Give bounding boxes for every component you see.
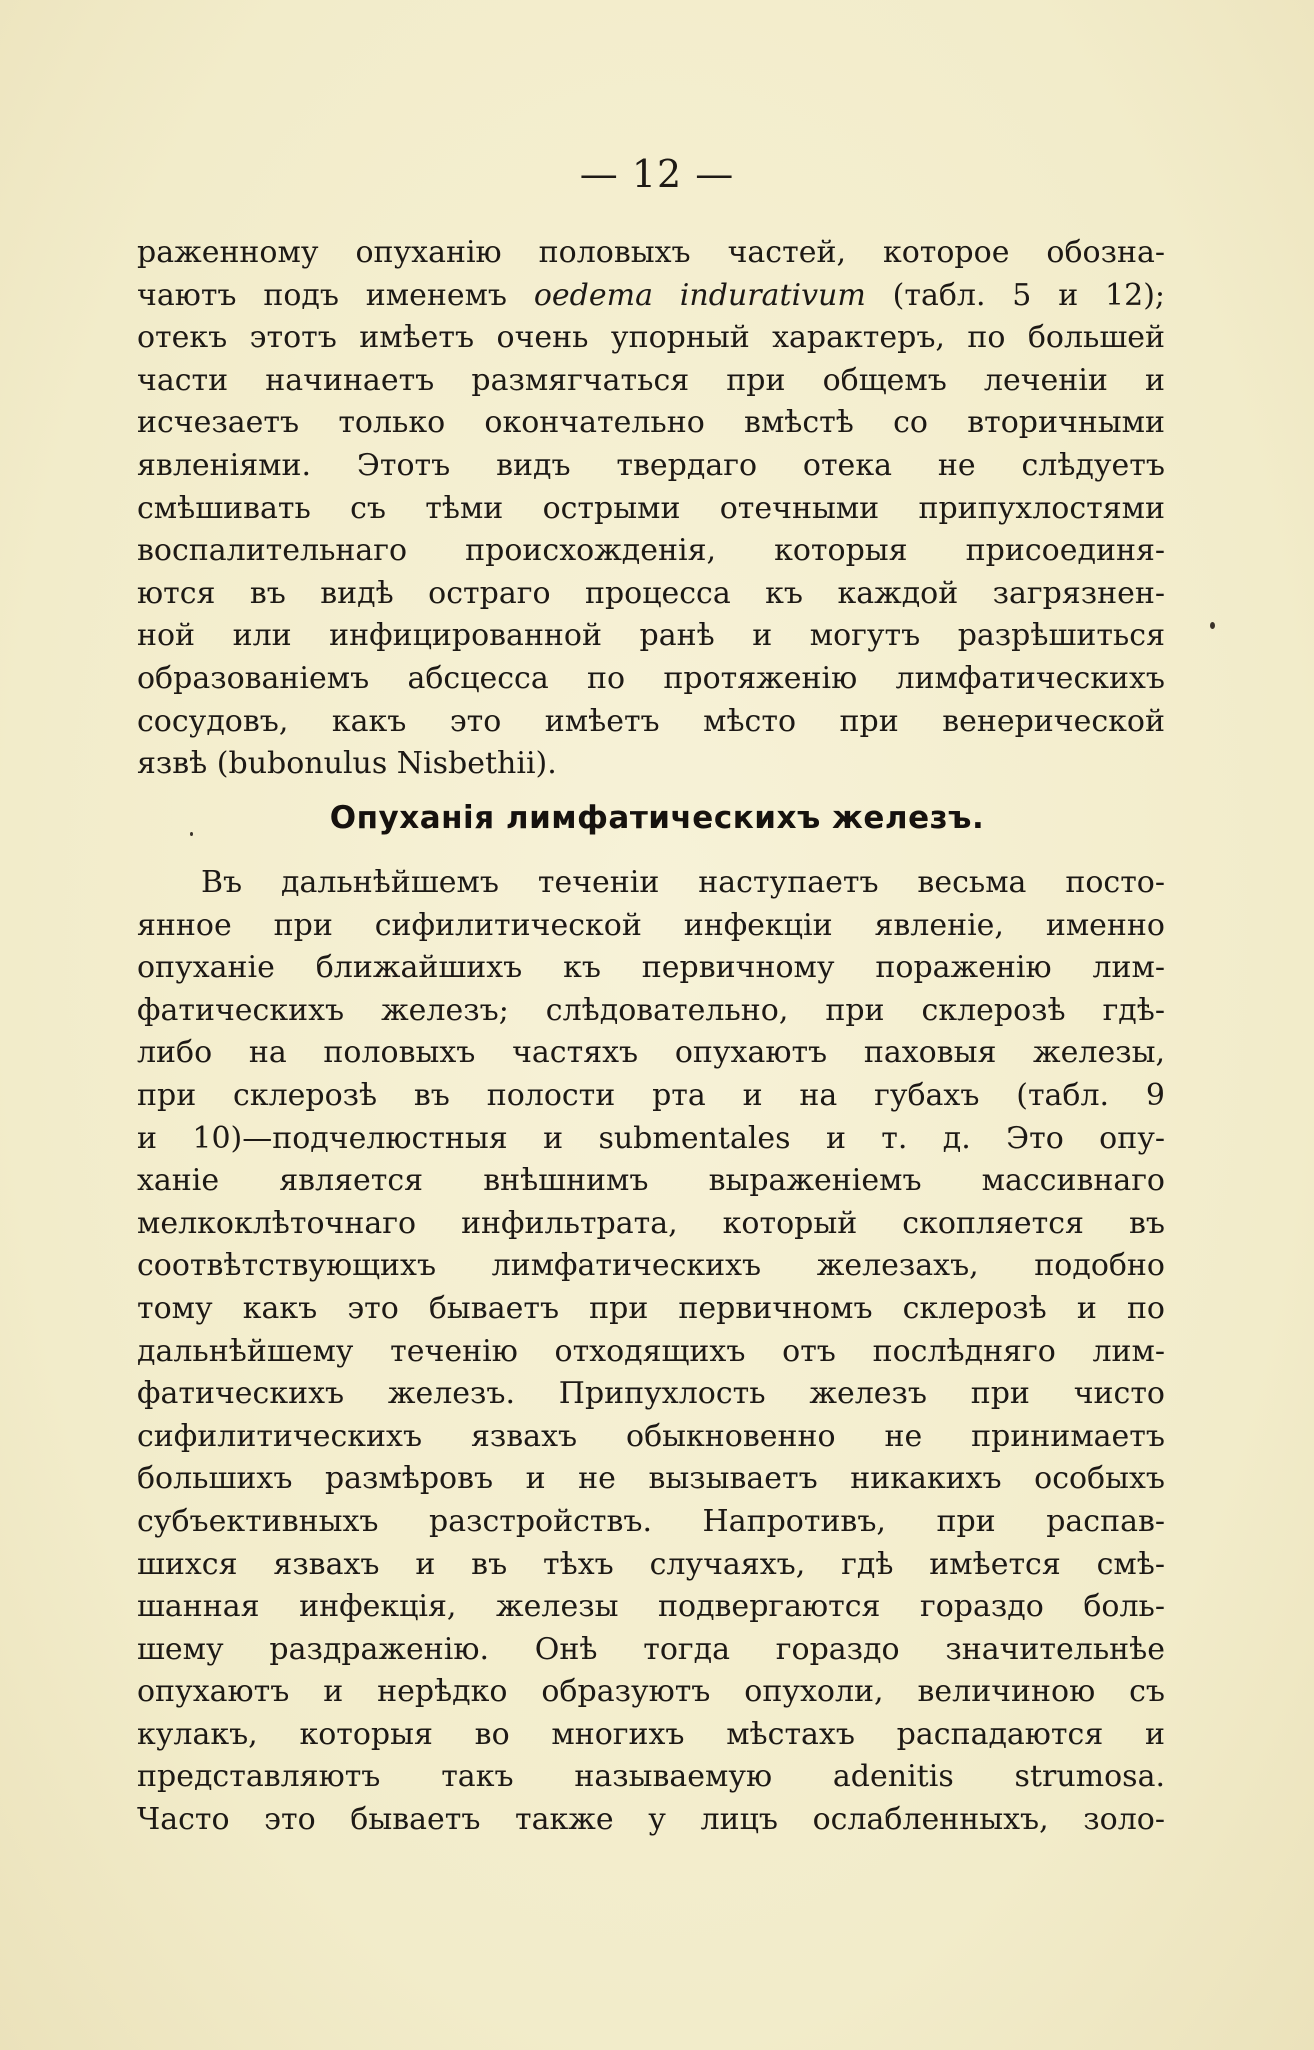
page-number: — 12 —: [579, 152, 735, 196]
text-line: образованіемъ абсцесса по протяженію лимфатическихъ: [137, 660, 1165, 696]
ink-speck: [1210, 622, 1215, 629]
text-line: фатическихъ железъ. Припухлость железъ при чисто: [137, 1376, 1165, 1412]
text-line: сифилитическихъ язвахъ обыкновенно не принимаетъ: [137, 1418, 1165, 1454]
text-line: шанная инфекція, железы подвергаются гораздо боль-: [137, 1589, 1165, 1625]
text-line: мелкоклѣточнаго инфильтрата, который скопляется въ: [137, 1205, 1165, 1241]
text-line: шему раздраженію. Онѣ тогда гораздо значительнѣе: [137, 1631, 1165, 1667]
text-line: ханіе является внѣшнимъ выраженіемъ массивнаго: [137, 1163, 1165, 1199]
paragraph-2: [137, 862, 1165, 1842]
paragraph-1: [137, 232, 1165, 786]
text-line: шихся язвахъ и въ тѣхъ случаяхъ, гдѣ имѣется смѣ-: [137, 1546, 1165, 1582]
text-line: Въ дальнѣйшемъ теченіи наступаетъ весьма посто-: [201, 865, 1165, 900]
text-line: представляютъ такъ называемую adenitis strumosa.: [137, 1759, 1165, 1795]
text-line: ются въ видѣ остраго процесса къ каждой загрязнен-: [137, 575, 1165, 611]
text-line: [137, 275, 1165, 318]
text-line: отекъ этотъ имѣетъ очень упорный характеръ, по большей: [137, 320, 1165, 356]
text-line: ной или инфицированной ранѣ и могутъ разрѣшиться: [137, 618, 1165, 654]
text-line: янное при сифилитической инфекціи явленіе, именно: [137, 907, 1165, 943]
text-line: при склерозѣ въ полости рта и на губахъ (табл. 9: [137, 1077, 1165, 1113]
text-line: кулакъ, которыя во многихъ мѣстахъ распадаются и: [137, 1716, 1165, 1752]
text-line: явленіями. Этотъ видъ твердаго отека не слѣдуетъ: [137, 447, 1165, 483]
text-line: либо на половыхъ частяхъ опухаютъ паховыя железы,: [137, 1035, 1165, 1071]
latin-term: oedema indurativum: [533, 277, 866, 313]
text-line: опухаютъ и нерѣдко образуютъ опухоли, величиною съ: [137, 1674, 1165, 1710]
text-line: исчезаетъ только окончательно вмѣстѣ со вторичными: [137, 405, 1165, 441]
text-line: субъективныхъ разстройствъ. Напротивъ, при распав-: [137, 1503, 1165, 1539]
section-heading: Опуханія лимфатическихъ железъ.: [329, 800, 985, 836]
text-line: опуханіе ближайшихъ къ первичному пораженію лим-: [137, 950, 1165, 986]
text-segment: чаютъ подъ именемъ: [137, 277, 508, 313]
text-line: тому какъ это бываетъ при первичномъ склерозѣ и по: [137, 1290, 1165, 1326]
text-line: смѣшивать съ тѣми острыми отечными припухлостями: [137, 490, 1165, 526]
text-line: воспалительнаго происхожденія, которыя присоединя-: [137, 533, 1165, 569]
text-line: фатическихъ железъ; слѣдовательно, при склерозѣ гдѣ-: [137, 992, 1165, 1028]
text-line: язвѣ (bubonulus Nisbethii).: [137, 746, 557, 782]
text-line: раженному опуханію половыхъ частей, которое обозна-: [137, 235, 1165, 270]
text-line: большихъ размѣровъ и не вызываетъ никакихъ особыхъ: [137, 1461, 1165, 1497]
ink-speck: [190, 832, 193, 836]
text-line: дальнѣйшему теченію отходящихъ отъ послѣдняго лим-: [137, 1333, 1165, 1369]
text-line: соотвѣтствующихъ лимфатическихъ железахъ, подобно: [137, 1248, 1165, 1284]
text-line: сосудовъ, какъ это имѣетъ мѣсто при венерической: [137, 703, 1165, 739]
text-segment: (табл. 5 и 12);: [892, 277, 1166, 313]
text-line: Часто это бываетъ также у лицъ ослабленныхъ, золо-: [137, 1802, 1165, 1838]
text-line: и 10)—подчелюстныя и submentales и т. д. Это опу-: [137, 1120, 1165, 1156]
text-line: части начинаетъ размягчаться при общемъ леченіи и: [137, 362, 1165, 398]
